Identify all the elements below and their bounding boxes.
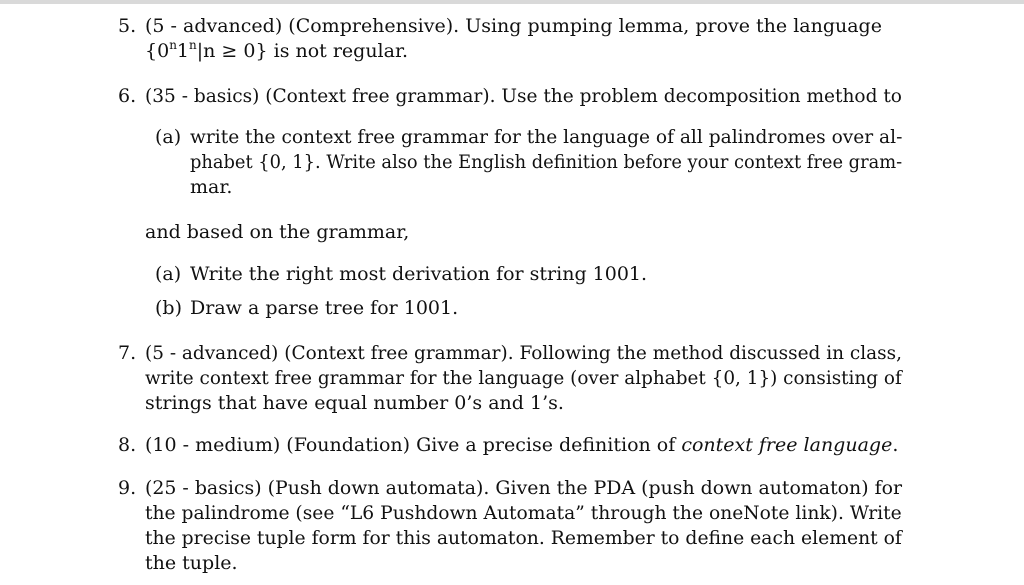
q8-emphasis: context free language xyxy=(681,434,893,456)
q7-line1: (5 - advanced) (Context free grammar). Following the method discussed in class, xyxy=(145,342,902,364)
q5-exp1: n xyxy=(169,38,177,52)
q6-part-a-line3: mar. xyxy=(190,176,233,198)
q8-line xyxy=(145,433,898,457)
q6-part-a-line1: write the context free grammar for the language of all palindromes over al- xyxy=(190,126,903,148)
q9-line3: the precise tuple form for this automaton. Remember to define each element of xyxy=(145,527,902,549)
q7-line2: write context free grammar for the language (over alphabet {0, 1}) consisting of xyxy=(145,367,902,389)
q7-number: 7. xyxy=(118,342,137,364)
q7-line3: strings that have equal number 0’s and 1’s. xyxy=(145,392,564,414)
q6-number: 6. xyxy=(118,85,137,107)
q5-one: 1 xyxy=(176,40,190,62)
q6-sub-a-label: (a) xyxy=(155,263,182,285)
top-border xyxy=(0,0,1024,4)
q5-exp2: n xyxy=(189,38,197,52)
q6-based-on: and based on the grammar, xyxy=(145,221,410,243)
q9-line4: the tuple. xyxy=(145,552,238,574)
q6-sub-a-text: Write the right most derivation for string 1001. xyxy=(190,263,648,285)
q9-number: 9. xyxy=(118,477,137,499)
q6-sub-b-text: Draw a parse tree for 1001. xyxy=(190,297,459,319)
q9-line1: (25 - basics) (Push down automata). Given the PDA (push down automaton) for xyxy=(145,477,903,499)
q5-line2-rest: is not regular. xyxy=(267,40,408,62)
q5-language-open: {0 xyxy=(145,40,170,62)
q6-part-a-label: (a) xyxy=(155,126,182,148)
q5-condition: |n ≥ 0} xyxy=(196,40,268,62)
q8-number: 8. xyxy=(118,434,137,456)
q9-line2: the palindrome (see “L6 Pushdown Automata” through the oneNote link). Write xyxy=(145,502,902,524)
q6-part-a-line2: phabet {0, 1}. Write also the English definition before your context free gram- xyxy=(190,151,903,173)
q5-number: 5. xyxy=(118,15,137,37)
q8-end: . xyxy=(892,434,899,456)
q5-line2 xyxy=(145,39,408,63)
q8-text: (10 - medium) (Foundation) Give a precise definition of xyxy=(145,434,682,456)
q6-sub-b-label: (b) xyxy=(155,297,182,319)
q5-line1: (5 - advanced) (Comprehensive). Using pumping lemma, prove the language xyxy=(145,15,882,37)
q6-line1: (35 - basics) (Context free grammar). Use the problem decomposition method to xyxy=(145,85,902,107)
